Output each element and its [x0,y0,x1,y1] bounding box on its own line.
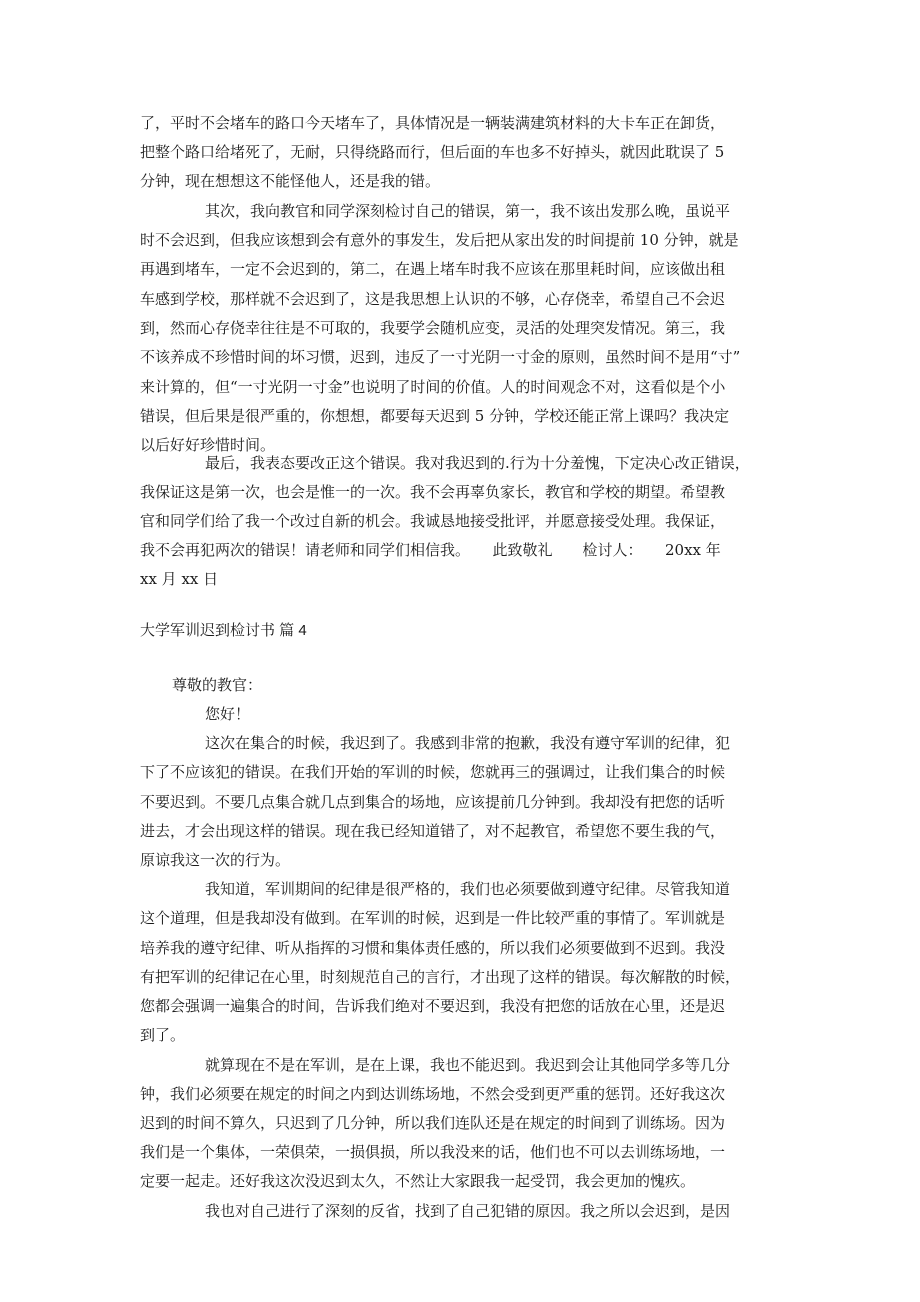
body-text-line: 时不会迟到，但我应该想到会有意外的事发生，发后把从家出发的时间提前 10 分钟，就是 [140,231,739,249]
paragraph-first-line: 就算现在不是在军训，是在上课，我也不能迟到。我迟到会让其他同学多等几分 [205,1056,731,1074]
body-text-line: 了，平时不会堵车的路口今天堵车了，具体情况是一辆装满建筑材料的大卡车正在卸货， [140,114,726,132]
body-text-line: 原谅我这一次的行为。 [140,851,291,869]
body-text-line: 钟，我们必须要在规定的时间之内到达训练场地，不然会受到更严重的惩罚。还好我这次 [140,1085,726,1103]
body-text-line: 到，然而心存侥幸往往是不可取的，我要学会随机应变，灵活的处理突发情况。第三，我 [140,319,726,337]
body-text-line: 到了。 [140,1026,186,1044]
paragraph-first-line: 我知道，军训期间的纪律是很严格的，我们也必须要做到遵守纪律。尽管我知道 [205,880,731,898]
body-text-line: 分钟，现在想想这不能怪他人，还是我的错。 [140,172,441,190]
paragraph-first-line: 这次在集合的时候，我迟到了。我感到非常的抱歉，我没有遵守军训的纪律，犯 [205,734,731,752]
body-text-line: 培养我的遵守纪律、听从指挥的习惯和集体责任感的，所以我们必须要做到不迟到。我没 [140,939,726,957]
body-text-line: 我们是一个集体，一荣俱荣，一损俱损，所以我没来的话，他们也不可以去训练场地，一 [140,1143,726,1161]
body-text-line: 车感到学校，那样就不会迟到了，这是我思想上认识的不够，心存侥幸，希望自己不会迟 [140,290,726,308]
body-text-line: 再遇到堵车，一定不会迟到的，第二，在遇上堵车时我不应该在那里耗时间，应该做出租 [140,260,726,278]
body-text-line: 我保证这是第一次，也会是惟一的一次。我不会再辜负家长，教官和学校的期望。希望教 [140,483,726,501]
body-text-line: 下了不应该犯的错误。在我们开始的军训的时候，您就再三的强调过，让我们集合的时候 [140,763,726,781]
paragraph-first-line: 其次，我向教官和同学深刻检讨自己的错误，第一，我不该出发那么晚，虽说平 [205,202,731,220]
body-text-line: 有把军训的纪律记在心里，时刻规范自己的言行，才出现了这样的错误。每次解散的时候， [140,968,741,986]
section-title: 大学军训迟到检讨书 篇 4 [140,622,307,639]
body-text-line: 来计算的，但“一寸光阴一寸金”也说明了时间的价值。人的时间观念不对，这看似是个小 [140,378,726,396]
body-text-line: 把整个路口给堵死了，无耐，只得绕路而行，但后面的车也多不好掉头，就因此耽误了 5 [140,143,725,161]
body-text-line: 以后好好珍惜时间。 [140,436,276,454]
greeting: 您好！ [205,705,251,723]
salutation: 尊敬的教官： [172,676,263,694]
body-text-line: 我不会再犯两次的错误！请老师和同学们相信我。 此致敬礼 检讨人： 20xx 年 [140,541,721,559]
body-text-line: 不要迟到。不要几点集合就几点到集合的场地，应该提前几分钟到。我却没有把您的话听 [140,793,726,811]
date-line: xx 月 xx 日 [140,570,219,588]
body-text-line: 进去，才会出现这样的错误。现在我已经知道错了，对不起教官，希望您不要生我的气， [140,822,726,840]
body-text-line: 不该养成不珍惜时间的坏习惯，迟到，违反了一寸光阴一寸金的原则，虽然时间不是用“寸” [140,348,741,366]
body-text-line: 您都会强调一遍集合的时间，告诉我们绝对不要迟到，我没有把您的话放在心里，还是迟 [140,997,726,1015]
body-text-line: 这个道理，但是我却没有做到。在军训的时候，迟到是一件比较严重的事情了。军训就是 [140,909,726,927]
body-text-line: 官和同学们给了我一个改过自新的机会。我诚恳地接受批评，并愿意接受处理。我保证， [140,512,726,530]
paragraph-first-line: 我也对自己进行了深刻的反省，找到了自己犯错的原因。我之所以会迟到，是因 [205,1202,731,1220]
body-text-line: 错误，但后果是很严重的，你想想，都要每天迟到 5 分钟，学校还能正常上课吗？我决定 [140,407,730,425]
body-text-line: 定要一起走。还好我这次没迟到太久，不然让大家跟我一起受罚，我会更加的愧疚。 [140,1172,696,1190]
body-text-line: 迟到的时间不算久，只迟到了几分钟，所以我们连队还是在规定的时间到了训练场。因为 [140,1114,726,1132]
paragraph-first-line: 最后，我表态要改正这个错误。我对我迟到的.行为十分羞愧，下定决心改正错误， [205,454,750,472]
